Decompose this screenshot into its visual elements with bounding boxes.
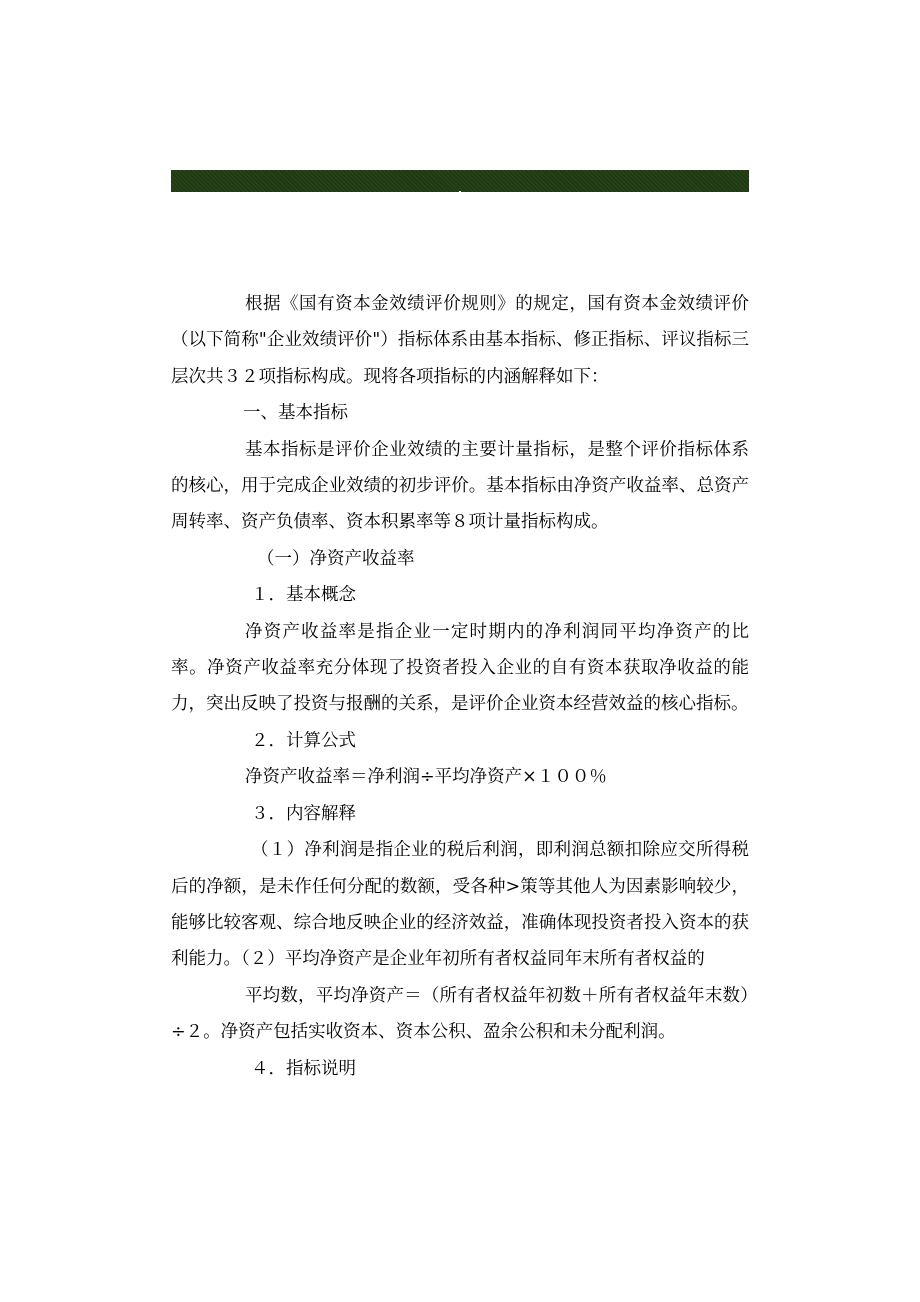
basic-concept-paragraph: 净资产收益率是指企业一定时期内的净利润同平均净资产的比率。净资产收益率充分体现了投资者投入企业的自有资本获取净收益的能力，突出反映了投资与报酬的关系，是评价企业资本经营效益的核心指标。 [171, 621, 749, 715]
item-heading-formula: ２．计算公式 [251, 730, 356, 751]
item-heading-explanation: ３．内容解释 [251, 803, 356, 824]
formula-line: 净资产收益率＝净利润÷平均净资产×１００％ [245, 767, 607, 788]
item-heading-indicator-notes: ４．指标说明 [251, 1058, 356, 1079]
document-body [171, 286, 749, 1087]
explanation-paragraph-1: （１）净利润是指企业的税后利润，即利润总额扣除应交所得税后的净额，是未作任何分配的数额，受各种>策等其他人为因素影响较少，能够比较客观、综合地反映企业的经济效益，准确体现投资者投入资本的获利能力。（２）平均净资产是企业年初所有者权益同年末所有者权益的 [171, 840, 749, 970]
item-heading-basic-concept: １．基本概念 [251, 585, 356, 606]
basic-indicators-paragraph: 基本指标是评价企业效绩的主要计量指标，是整个评价指标体系的核心，用于完成企业效绩的初步评价。基本指标由净资产收益率、总资产周转率、资产负债率、资本积累率等８项计量指标构成。 [171, 439, 749, 533]
intro-paragraph: 根据《国有资本金效绩评价规则》的规定，国有资本金效绩评价（以下简称"企业效绩评价"）指标体系由基本指标、修正指标、评议指标三层次共３２项指标构成。现将各项指标的内涵解释如下： [171, 294, 749, 387]
subsection-heading-roe: （一）净资产收益率 [257, 548, 415, 569]
header-banner [171, 170, 749, 192]
explanation-paragraph-2: 平均数，平均净资产＝（所有者权益年初数＋所有者权益年末数）÷２。净资产包括实收资本、资本公积、盈余公积和未分配利润。 [171, 985, 749, 1043]
section-heading-basic-indicators: 一、基本指标 [243, 403, 348, 424]
header-banner-dot [459, 191, 461, 193]
